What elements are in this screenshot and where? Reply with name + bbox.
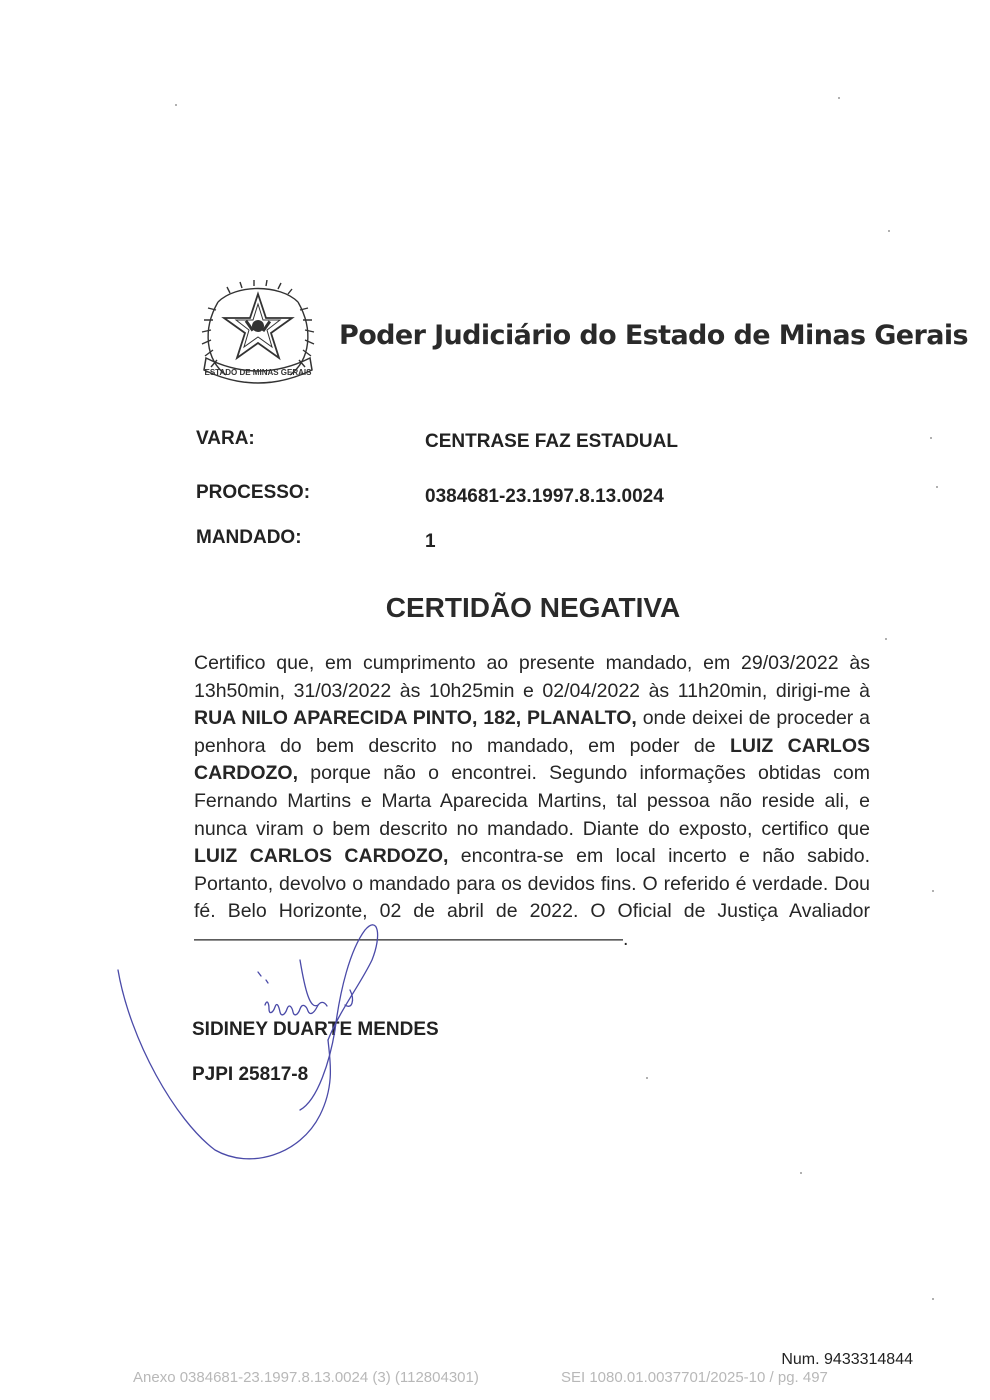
body-part-4: encontra-se em local incerto e não sabido. Portanto, devolvo o mandado para os devidos fins. O referido é verdade. Dou fé. Belo Horizonte, 02 de abril de 2022. O Oficial de Justiça Avaliador——————————————————————. bbox=[194, 845, 870, 950]
mandado-value: 1 bbox=[425, 531, 436, 552]
body-name-2: LUIZ CARLOS CARDOZO, bbox=[194, 845, 449, 868]
document-title: CERTIDÃO NEGATIVA bbox=[385, 592, 681, 623]
signatory-id: PJPI 25817-8 bbox=[192, 1064, 309, 1085]
footer-sei-reference: SEI 1080.01.0037701/2025-10 / pg. 497 bbox=[561, 1369, 828, 1386]
scan-speck bbox=[932, 890, 934, 892]
body-part-3: porque não o encontrei. Segundo informações obtidas com Fernando Martins e Marta Aparecida Martins, tal pessoa não reside ali, e nunca viram o bem descrito no mandado. Diante do exposto, certifico que bbox=[194, 762, 870, 840]
scan-speck bbox=[646, 1077, 648, 1079]
certificate-body bbox=[194, 650, 870, 954]
signatory-name: SIDINEY DUARTE MENDES bbox=[192, 1019, 439, 1040]
scan-speck bbox=[932, 1298, 934, 1300]
scan-speck bbox=[838, 97, 840, 99]
processo-value: 0384681-23.1997.8.13.0024 bbox=[425, 486, 664, 507]
scan-speck bbox=[800, 1172, 802, 1174]
scan-speck bbox=[888, 230, 890, 232]
body-part-2: onde deixei de proceder a penhora do bem descrito no mandado, em poder de bbox=[194, 707, 870, 757]
scan-speck bbox=[885, 638, 887, 640]
court-name: Poder Judiciário do Estado de Minas Gerais bbox=[339, 320, 968, 351]
scan-speck bbox=[936, 486, 938, 488]
scan-speck bbox=[175, 104, 177, 106]
processo-label: PROCESSO: bbox=[196, 482, 311, 503]
scan-speck bbox=[930, 437, 932, 439]
mandado-label: MANDADO: bbox=[196, 527, 302, 548]
svg-text:ESTADO DE MINAS GERAIS: ESTADO DE MINAS GERAIS bbox=[204, 368, 312, 377]
footer-annex: Anexo 0384681-23.1997.8.13.0024 (3) (112804301) bbox=[133, 1369, 479, 1386]
coat-of-arms-seal bbox=[196, 280, 320, 392]
vara-value: CENTRASE FAZ ESTADUAL bbox=[425, 431, 678, 452]
body-address: RUA NILO APARECIDA PINTO, 182, PLANALTO, bbox=[194, 707, 637, 730]
vara-label: VARA: bbox=[196, 428, 255, 449]
body-name-1: LUIZ CARLOS CARDOZO, bbox=[194, 734, 870, 785]
document-number: Num. 9433314844 bbox=[781, 1351, 913, 1368]
body-part-1: Certifico que, em cumprimento ao presente mandado, em 29/03/2022 às 13h50min, 31/03/2022 às 10h25min e 02/04/2022 às 11h20min, dirigi-me à bbox=[194, 652, 870, 702]
